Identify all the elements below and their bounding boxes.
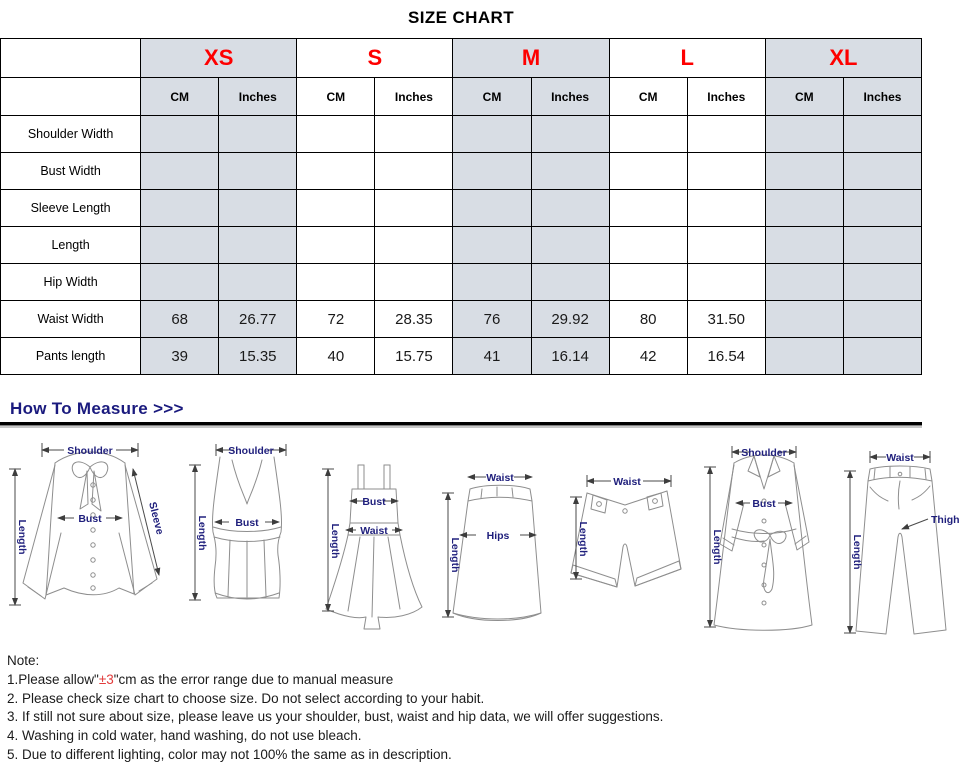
measurement-cell (375, 153, 453, 190)
how-to-measure-heading (10, 399, 922, 419)
measurement-cell (765, 338, 843, 375)
measurement-cell: 76 (453, 301, 531, 338)
unit-cm: CM (453, 78, 531, 116)
measurement-cell (219, 116, 297, 153)
table-row (1, 190, 922, 227)
measurement-cell (843, 301, 921, 338)
measurement-cell (687, 153, 765, 190)
row-label: Bust Width (1, 153, 141, 190)
row-label: Pants length (1, 338, 141, 375)
measure-figures (0, 437, 960, 637)
measurement-cell (687, 190, 765, 227)
measurement-cell: 29.92 (531, 301, 609, 338)
unit-cm: CM (297, 78, 375, 116)
measurement-cell (219, 227, 297, 264)
measurement-cell (375, 190, 453, 227)
unit-cm: CM (609, 78, 687, 116)
blouse-figure (6, 437, 174, 633)
note-text: 3. If still not sure about size, please leave us your shoulder, bust, waist and hip data, we will offer suggestions. (7, 709, 664, 725)
note-item (7, 746, 922, 765)
measure-label-length: Length (16, 519, 28, 555)
notes-heading: Note: (7, 653, 40, 668)
row-label: Shoulder Width (1, 116, 141, 153)
measure-label-length: Length (577, 521, 589, 557)
coat-figure (698, 441, 830, 637)
measurement-cell (687, 227, 765, 264)
size-chart-table (0, 38, 922, 375)
measurement-cell (765, 190, 843, 227)
measure-label-waist: Waist (486, 472, 514, 484)
measure-label-length: Length (329, 523, 341, 559)
page-title: SIZE CHART (408, 8, 514, 27)
measurement-cell: 26.77 (219, 301, 297, 338)
note-text: 2. Please check size chart to choose size. Do not select according to your habit. (7, 690, 485, 706)
unit-cm: CM (765, 78, 843, 116)
measure-label-length: Length (449, 537, 461, 573)
measure-label-shoulder: Shoulder (67, 445, 113, 457)
size-col-l: L (609, 39, 765, 78)
measurement-cell (609, 190, 687, 227)
measurement-cell (765, 153, 843, 190)
table-row (1, 153, 922, 190)
table-row (1, 301, 922, 338)
size-col-xl: XL (765, 39, 921, 78)
measurement-cell (843, 227, 921, 264)
measure-label-thigh: Thigh (931, 514, 960, 526)
measurement-cell (453, 227, 531, 264)
note-item (7, 727, 922, 746)
unit-cm: CM (141, 78, 219, 116)
notes-section (7, 652, 922, 765)
table-row (1, 116, 922, 153)
tank-top-figure (182, 437, 312, 633)
measure-label-bust: Bust (78, 513, 102, 525)
measure-label-waist: Waist (886, 452, 914, 464)
measurement-cell: 16.54 (687, 338, 765, 375)
measurement-cell (765, 116, 843, 153)
measurement-cell: 80 (609, 301, 687, 338)
unit-inches: Inches (687, 78, 765, 116)
divider-line (0, 422, 922, 428)
measurement-cell (297, 153, 375, 190)
measurement-cell (453, 264, 531, 301)
measurement-cell (609, 227, 687, 264)
measurement-cell (141, 190, 219, 227)
measurement-cell (843, 338, 921, 375)
note-text: 1.Please allow" (7, 671, 99, 687)
table-row (1, 264, 922, 301)
measure-label-hips: Hips (486, 530, 510, 542)
size-col-xs: XS (141, 39, 297, 78)
corner-cell (1, 78, 141, 116)
unit-inches: Inches (375, 78, 453, 116)
note-text: 5. Due to different lighting, color may not 100% the same as in description. (7, 746, 452, 762)
dress-figure (314, 459, 434, 637)
measure-label-shoulder: Shoulder (228, 445, 274, 457)
measurement-cell: 40 (297, 338, 375, 375)
note-item (7, 671, 922, 690)
measurement-cell (141, 264, 219, 301)
measurement-cell (843, 153, 921, 190)
measure-label-shoulder: Shoulder (741, 447, 787, 459)
measure-label-waist: Waist (613, 476, 641, 488)
measurement-cell (765, 301, 843, 338)
measurement-cell (531, 116, 609, 153)
row-label: Length (1, 227, 141, 264)
measure-label-length: Length (711, 529, 723, 565)
row-label: Hip Width (1, 264, 141, 301)
measurement-cell (453, 116, 531, 153)
unit-inches: Inches (219, 78, 297, 116)
row-label: Sleeve Length (1, 190, 141, 227)
corner-cell (1, 39, 141, 78)
measure-label-bust: Bust (752, 498, 776, 510)
measurement-cell (297, 264, 375, 301)
measurement-cell (531, 190, 609, 227)
measurement-cell (375, 116, 453, 153)
measurement-cell (609, 116, 687, 153)
size-header-row (1, 39, 922, 78)
measurement-cell (297, 190, 375, 227)
note-item (7, 708, 922, 727)
note-item (7, 690, 922, 709)
measurement-cell (297, 116, 375, 153)
measurement-cell (141, 116, 219, 153)
measurement-cell: 41 (453, 338, 531, 375)
measurement-cell: 15.75 (375, 338, 453, 375)
measurement-cell (219, 153, 297, 190)
table-row (1, 338, 922, 375)
shorts-figure (563, 473, 688, 633)
measurement-cell (531, 227, 609, 264)
size-col-s: S (297, 39, 453, 78)
measurement-cell (765, 264, 843, 301)
measurement-cell: 15.35 (219, 338, 297, 375)
pants-figure (842, 445, 964, 645)
measure-label-sleeve: Sleeve (146, 500, 166, 536)
measurement-cell (141, 227, 219, 264)
measurement-cell (609, 264, 687, 301)
measurement-cell (531, 153, 609, 190)
measurement-cell (843, 190, 921, 227)
skirt-figure (440, 463, 555, 635)
measurement-cell (765, 227, 843, 264)
measure-label-bust: Bust (362, 496, 386, 508)
measurement-cell (375, 264, 453, 301)
note-text: "cm as the error range due to manual measure (113, 671, 394, 687)
size-table-body (1, 116, 922, 375)
note-text: 4. Washing in cold water, hand washing, do not use bleach. (7, 728, 362, 744)
measurement-cell (453, 153, 531, 190)
measurement-cell: 39 (141, 338, 219, 375)
measurement-cell: 28.35 (375, 301, 453, 338)
measurement-cell (687, 116, 765, 153)
note-highlight: ±3 (98, 671, 114, 687)
measurement-cell (297, 227, 375, 264)
measurement-cell (609, 153, 687, 190)
measurement-cell (843, 264, 921, 301)
measurement-cell (843, 116, 921, 153)
unit-header-row (1, 78, 922, 116)
measurement-cell (453, 190, 531, 227)
size-col-m: M (453, 39, 609, 78)
unit-inches: Inches (531, 78, 609, 116)
measurement-cell (375, 227, 453, 264)
measurement-cell (219, 264, 297, 301)
row-label: Waist Width (1, 301, 141, 338)
table-row (1, 227, 922, 264)
measurement-cell (687, 264, 765, 301)
measurement-cell: 68 (141, 301, 219, 338)
measure-label-waist: Waist (360, 525, 388, 537)
measurement-cell (141, 153, 219, 190)
triple-chevron-icon: >>> (153, 399, 184, 418)
notes-list (7, 671, 922, 765)
measurement-cell: 16.14 (531, 338, 609, 375)
how-to-measure-text: How To Measure (10, 399, 149, 418)
measurement-cell (219, 190, 297, 227)
measurement-cell: 42 (609, 338, 687, 375)
measurement-cell: 72 (297, 301, 375, 338)
measure-label-bust: Bust (235, 517, 259, 529)
unit-inches: Inches (843, 78, 921, 116)
measure-label-length: Length (196, 515, 208, 551)
measure-label-length: Length (851, 534, 863, 570)
measurement-cell: 31.50 (687, 301, 765, 338)
measurement-cell (531, 264, 609, 301)
